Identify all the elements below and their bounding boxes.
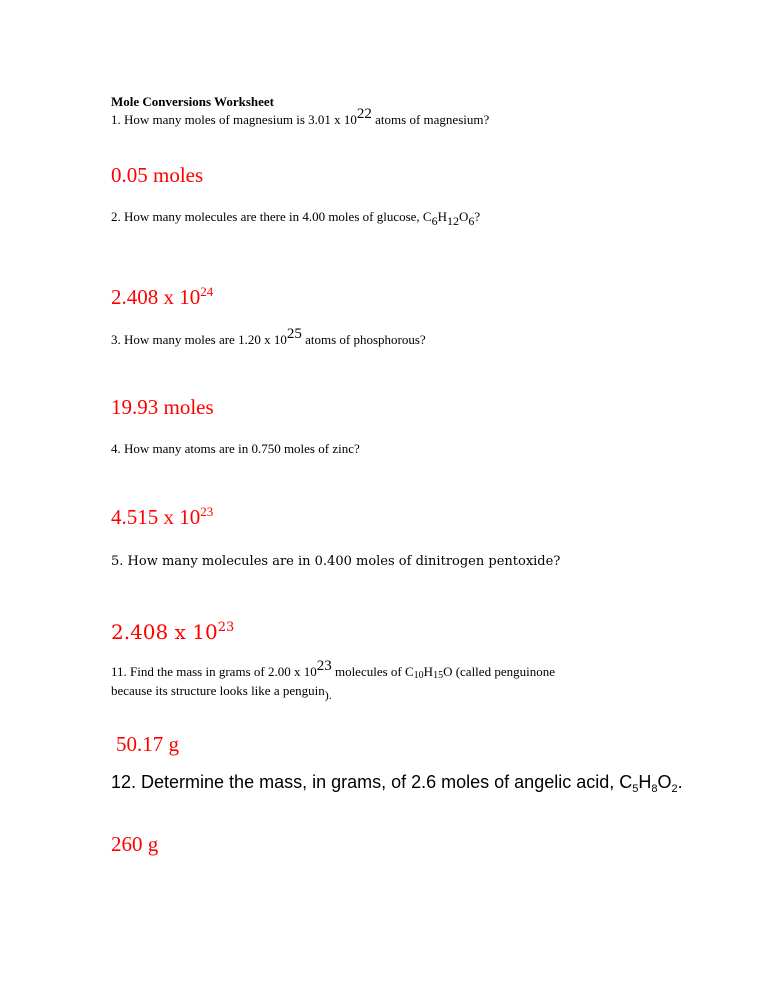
- worksheet-title: Mole Conversions Worksheet: [111, 94, 274, 109]
- answer-5-base: 2.408 x 10: [111, 620, 218, 644]
- q11-h: H: [423, 664, 434, 679]
- answer-3: 19.93 moles: [111, 395, 214, 419]
- answer-11: 50.17 g: [116, 732, 179, 756]
- answer-5-exponent: 23: [217, 620, 235, 635]
- q1-text-end: atoms of magnesium?: [371, 112, 490, 127]
- question-3: [111, 326, 426, 348]
- q12-sub-o: 2: [671, 783, 678, 795]
- q11-exponent: 23: [316, 658, 332, 674]
- q1-exponent: 22: [356, 106, 372, 122]
- q12-sub-c: 5: [632, 783, 639, 795]
- q11-line2: because its structure looks like a penguin: [111, 683, 325, 698]
- q3-text: 3. How many moles are 1.20 x 10: [111, 332, 287, 347]
- q3-text-end: atoms of phosphorous?: [301, 332, 426, 347]
- q11-sub-c: 10: [413, 670, 424, 681]
- q2-o: O: [458, 209, 469, 224]
- q2-sub-h: 12: [446, 214, 459, 228]
- q12-o: O: [657, 772, 672, 792]
- answer-4-base: 4.515 x 10: [111, 505, 201, 529]
- answer-2-exponent: 24: [200, 284, 214, 299]
- question-11: [111, 658, 555, 681]
- answer-2: [111, 285, 213, 310]
- q3-exponent: 25: [286, 326, 302, 342]
- q2-h: H: [437, 209, 447, 224]
- question-11-line-2: [111, 683, 332, 702]
- q11-text-mid: molecules of C: [331, 664, 414, 679]
- answer-4: [111, 505, 213, 530]
- q2-end: ?: [474, 209, 481, 224]
- question-12: [111, 772, 683, 793]
- answer-12: 260 g: [111, 832, 159, 856]
- answer-1: 0.05 moles: [111, 163, 204, 187]
- question-2: [111, 209, 481, 228]
- q2-sub-o: 6: [468, 214, 475, 228]
- question-1: [111, 106, 490, 128]
- question-4: 4. How many atoms are in 0.750 moles of zinc?: [111, 441, 360, 456]
- q12-text: 12. Determine the mass, in grams, of 2.6 moles of angelic acid, C: [111, 772, 633, 792]
- question-5: 5. How many molecules are in 0.400 moles of dinitrogen pentoxide?: [111, 554, 561, 569]
- q2-sub-c: 6: [431, 214, 438, 228]
- q12-h: H: [638, 772, 652, 792]
- q12-end: .: [677, 772, 683, 792]
- q1-text: 1. How many moles of magnesium is 3.01 x 10: [111, 112, 357, 127]
- q11-text: 11. Find the mass in grams of 2.00 x 10: [111, 664, 317, 679]
- answer-5: [111, 620, 234, 644]
- answer-2-base: 2.408 x 10: [111, 285, 201, 309]
- answer-4-exponent: 23: [200, 504, 214, 519]
- q11-sub-h: 15: [433, 670, 444, 681]
- q2-text: 2. How many molecules are there in 4.00 moles of glucose, C: [111, 209, 432, 224]
- q11-text-end: O (called penguinone: [443, 664, 555, 679]
- q11-line2-end: ).: [324, 688, 332, 702]
- q12-sub-h: 8: [651, 783, 658, 795]
